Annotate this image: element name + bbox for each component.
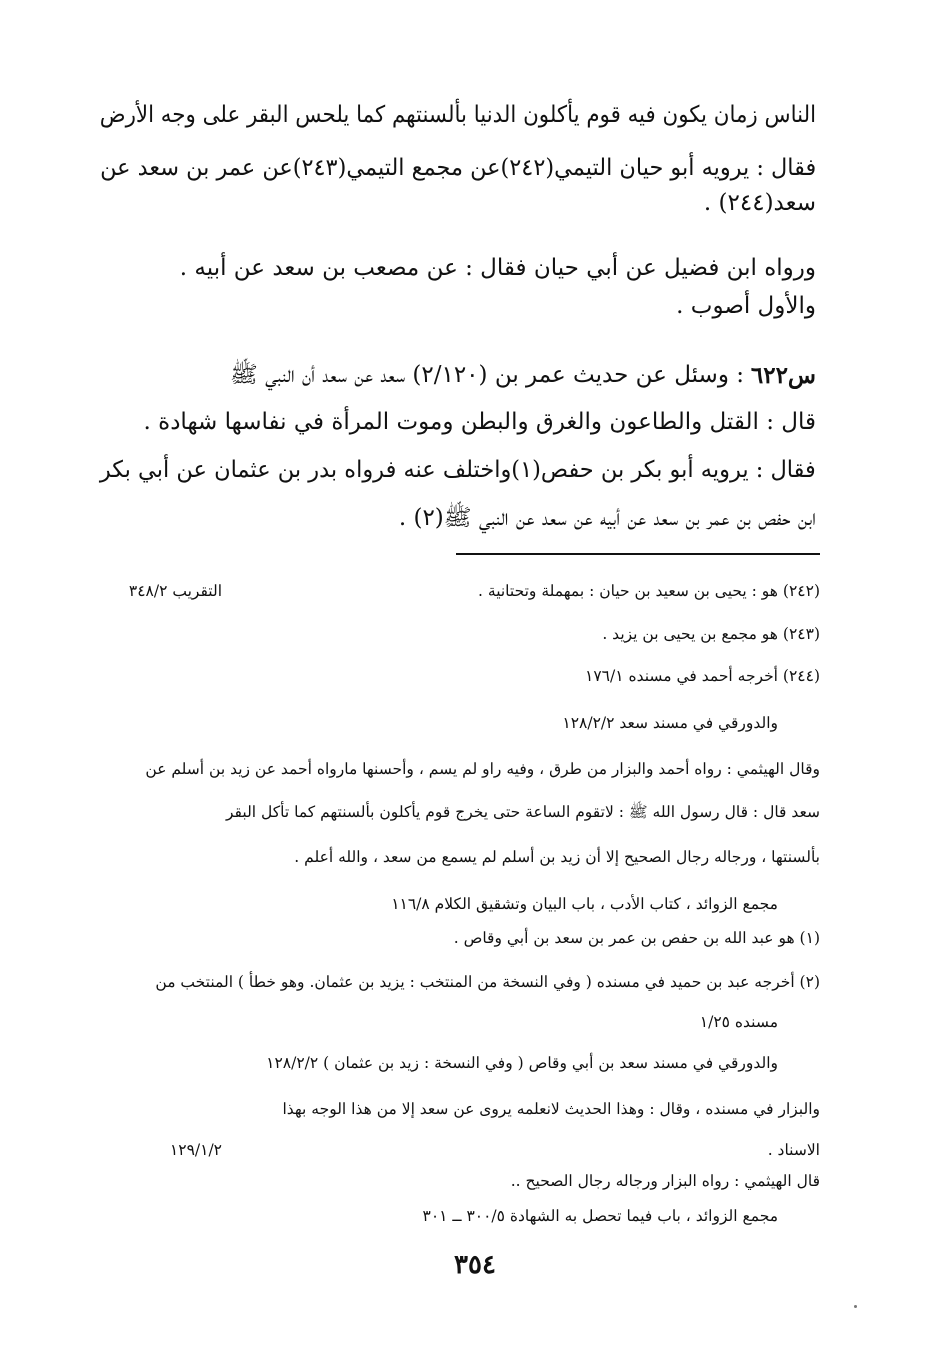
body-line: فقال : يرويه أبو بكر بن حفص(١)واختلف عنه فرواه بدر بن عثمان عن أبي بكر <box>100 457 816 483</box>
body-line: ورواه ابن فضيل عن أبي حيان فقال : عن مصعب بن سعد عن أبيه . <box>179 255 816 281</box>
footnote-line: بألسنتها ، ورجاله رجال الصحيح إلا أن زيد بن أسلم لم يسمع من سعد ، والله أعلم . <box>294 848 820 866</box>
footnote-reference: التقريب ٣٤٨/٢ <box>128 582 222 600</box>
footnote-line: (٢٤٤) أخرجه أحمد في مسنده ١٧٦/١ <box>585 667 820 685</box>
footnote-line: الاسناد . <box>767 1141 820 1159</box>
body-line: والأول أصوب . <box>676 293 816 319</box>
body-line: : وسئل عن حديث عمر بن (٢/١٢٠) سعد عن سعد أن النبي ﷺ <box>229 362 744 388</box>
footnote-line: والبزار في مسنده ، وقال : وهذا الحديث لانعلمه يروى عن سعد إلا من هذا الوجه بهذا <box>282 1100 820 1118</box>
body-line: الناس زمان يكون فيه قوم يأكلون الدنيا بألسنتهم كما يلحس البقر على وجه الأرض <box>99 102 816 128</box>
question-number: س٦٢٢ <box>750 362 816 389</box>
footnote-line: مجمع الزوائد ، باب فيما تحصل به الشهادة ٣٠٠/٥ ــ ٣٠١ <box>422 1207 778 1225</box>
footnote-line: (٢٤٣) هو مجمع بن يحيى بن يزيد . <box>602 625 820 643</box>
footnote-separator <box>456 553 820 555</box>
footnote-line: مسنده ١/٢٥ <box>699 1013 778 1031</box>
footnote-line: (٢٤٢) هو : يحيى بن سعيد بن حيان : بمهملة وتحتانية . <box>478 582 820 600</box>
footnote-line: (٢) أخرجه عبد بن حميد في مسنده ( وفي النسخة من المنتخب : يزيد بن عثمان. وهو خطأ ) المنتخب من <box>155 973 820 991</box>
footnote-line: والدورقي في مسند سعد ١٢٨/٢/٢ <box>562 714 778 732</box>
footnote-line: (١) هو عبد الله بن حفص بن عمر بن سعد بن أبي وقاص . <box>453 929 820 947</box>
footnote-line: قال الهيثمي : رواه البزار ورجاله رجال الصحيح .. <box>510 1172 820 1190</box>
body-line: قال : القتل والطاعون والغرق والبطن وموت المرأة في نفاسها شهادة . <box>143 409 816 435</box>
footnote-line: سعد قال : قال رسول الله ﷺ : لاتقوم الساعة حتى يخرج قوم يأكلون بألسنتهم كما تأكل البقر <box>226 803 820 821</box>
scan-speck <box>854 1305 857 1308</box>
footnote-reference: ١٢٩/١/٢ <box>169 1141 222 1159</box>
page-number: ٣٥٤ <box>454 1250 496 1280</box>
footnote-line: وقال الهيثمي : رواه أحمد والبزار من طرق ، وفيه راو لم يسم ، وأحسنها مارواه أحمد عن زيد بن أسلم عن <box>145 760 820 778</box>
footnote-line: مجمع الزوائد ، كتاب الأدب ، باب البيان وتشقيق الكلام ١١٦/٨ <box>391 895 778 913</box>
footnote-line: والدورقي في مسند سعد بن أبي وقاص ( وفي النسخة : زيد بن عثمان ) ١٢٨/٢/٢ <box>266 1054 778 1072</box>
body-line: سعد(٢٤٤) . <box>703 190 816 216</box>
body-line: ابن حفص بن عمر بن سعد عن أبيه عن سعد عن النبي ﷺ(٢) . <box>398 505 816 531</box>
body-line: فقال : يرويه أبو حيان التيمي(٢٤٢)عن مجمع التيمي(٢٤٣)عن عمر بن سعد عن <box>99 155 816 181</box>
